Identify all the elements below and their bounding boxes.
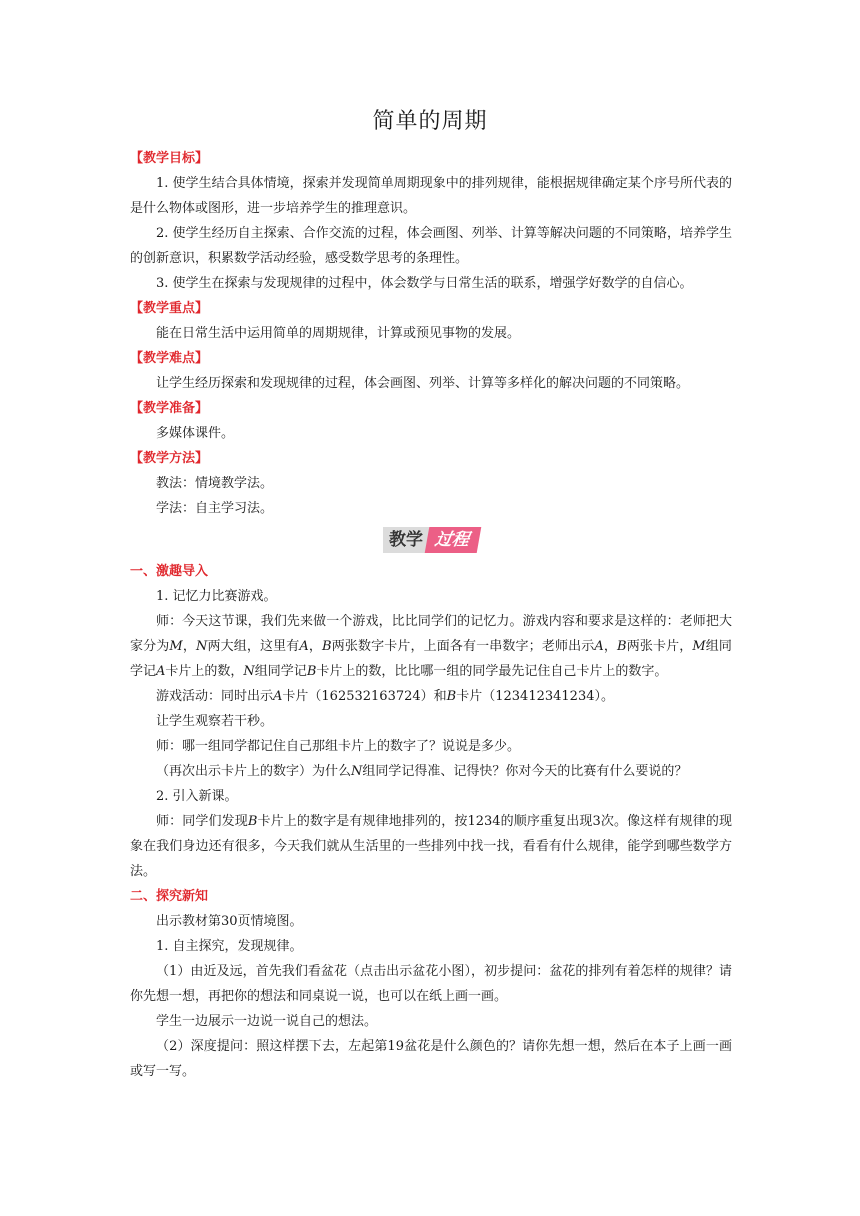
objectives-heading: 【教学目标】: [130, 151, 209, 166]
objective-item-3: 3. 使学生在探索与发现规律的过程中，体会数学与日常生活的联系，增强学好数学的自信心。: [156, 276, 693, 291]
objective-item-1: 1. 使学生结合具体情境，探索并发现简单周期现象中的排列规律，能根据规律确定某个序号所代表的是什么物体或图形，进一步培养学生的推理意识。: [130, 176, 732, 216]
section2-p4: 学生一边展示一边说一说自己的想法。: [156, 1014, 378, 1029]
preparation-text: 多媒体课件。: [156, 426, 235, 441]
section1-p3: 游戏活动：同时出示A卡片（162532163724）和B卡片（123412341234）。: [156, 689, 614, 704]
methods-teach: 教法：情境教学法。: [156, 476, 274, 491]
section2-p1: 出示教材第30页情境图。: [156, 914, 303, 929]
methods-heading: 【教学方法】: [130, 451, 209, 466]
section1-p8: 师：同学们发现B卡片上的数字是有规律地排列的，按1234的顺序重复出现3次。像这样有规律的现象在我们身边还有很多，今天我们就从生活里的一些排列中找一找，看看有什么规律，能学到哪些数学方法。: [130, 814, 732, 879]
section1-p5: 师：哪一组同学都记住自己那组卡片上的数字了？说说是多少。: [156, 739, 521, 754]
document-body: [130, 146, 732, 1084]
key-point-text: 能在日常生活中运用简单的周期规律，计算或预见事物的发展。: [156, 326, 521, 341]
section1-p7: 2. 引入新课。: [156, 789, 238, 804]
section2-p2: 1. 自主探究，发现规律。: [156, 939, 303, 954]
difficulty-text: 让学生经历探索和发现规律的过程，体会画图、列举、计算等多样化的解决问题的不同策略。: [156, 376, 690, 391]
banner-left: 教学: [383, 527, 429, 553]
process-banner: [130, 525, 732, 559]
process-banner-label: [383, 527, 479, 553]
page-title: 简单的周期: [372, 109, 488, 134]
section1-p1: 1. 记忆力比赛游戏。: [156, 589, 277, 604]
section1-p4: 让学生观察若干秒。: [156, 714, 274, 729]
section2-heading: 二、探究新知: [130, 889, 209, 904]
objective-item-2: 2. 使学生经历自主探索、合作交流的过程，体会画图、列举、计算等解决问题的不同策略，培养学生的创新意识，积累数学活动经验，感受数学思考的条理性。: [130, 226, 732, 266]
section2-p5: （2）深度提问：照这样摆下去，左起第19盆花是什么颜色的？请你先想一想，然后在本子上画一画或写一写。: [130, 1039, 732, 1079]
section1-p6: （再次出示卡片上的数字）为什么N组同学记得准、记得快？你对今天的比赛有什么要说的？: [156, 764, 688, 779]
difficulty-heading: 【教学难点】: [130, 351, 209, 366]
preparation-heading: 【教学准备】: [130, 401, 209, 416]
methods-learn: 学法：自主学习法。: [156, 501, 274, 516]
banner-right: 过程: [425, 527, 482, 553]
section2-p3: （1）由近及远，首先我们看盆花（点击出示盆花小图），初步提问：盆花的排列有着怎样的规律？请你先想一想，再把你的想法和同桌说一说，也可以在纸上画一画。: [130, 964, 732, 1004]
key-point-heading: 【教学重点】: [130, 301, 209, 316]
section1-heading: 一、激趣导入: [130, 564, 209, 579]
section1-p2: 师：今天这节课，我们先来做一个游戏，比比同学们的记忆力。游戏内容和要求是这样的：老师把大家分为M，N两大组，这里有A，B两张数字卡片，上面各有一串数字；老师出示A，B两张卡片，M组同学记A卡片上的数，N组同学记B卡片上的数，比比哪一组的同学最先记住自己卡片上的数字。: [130, 614, 732, 679]
